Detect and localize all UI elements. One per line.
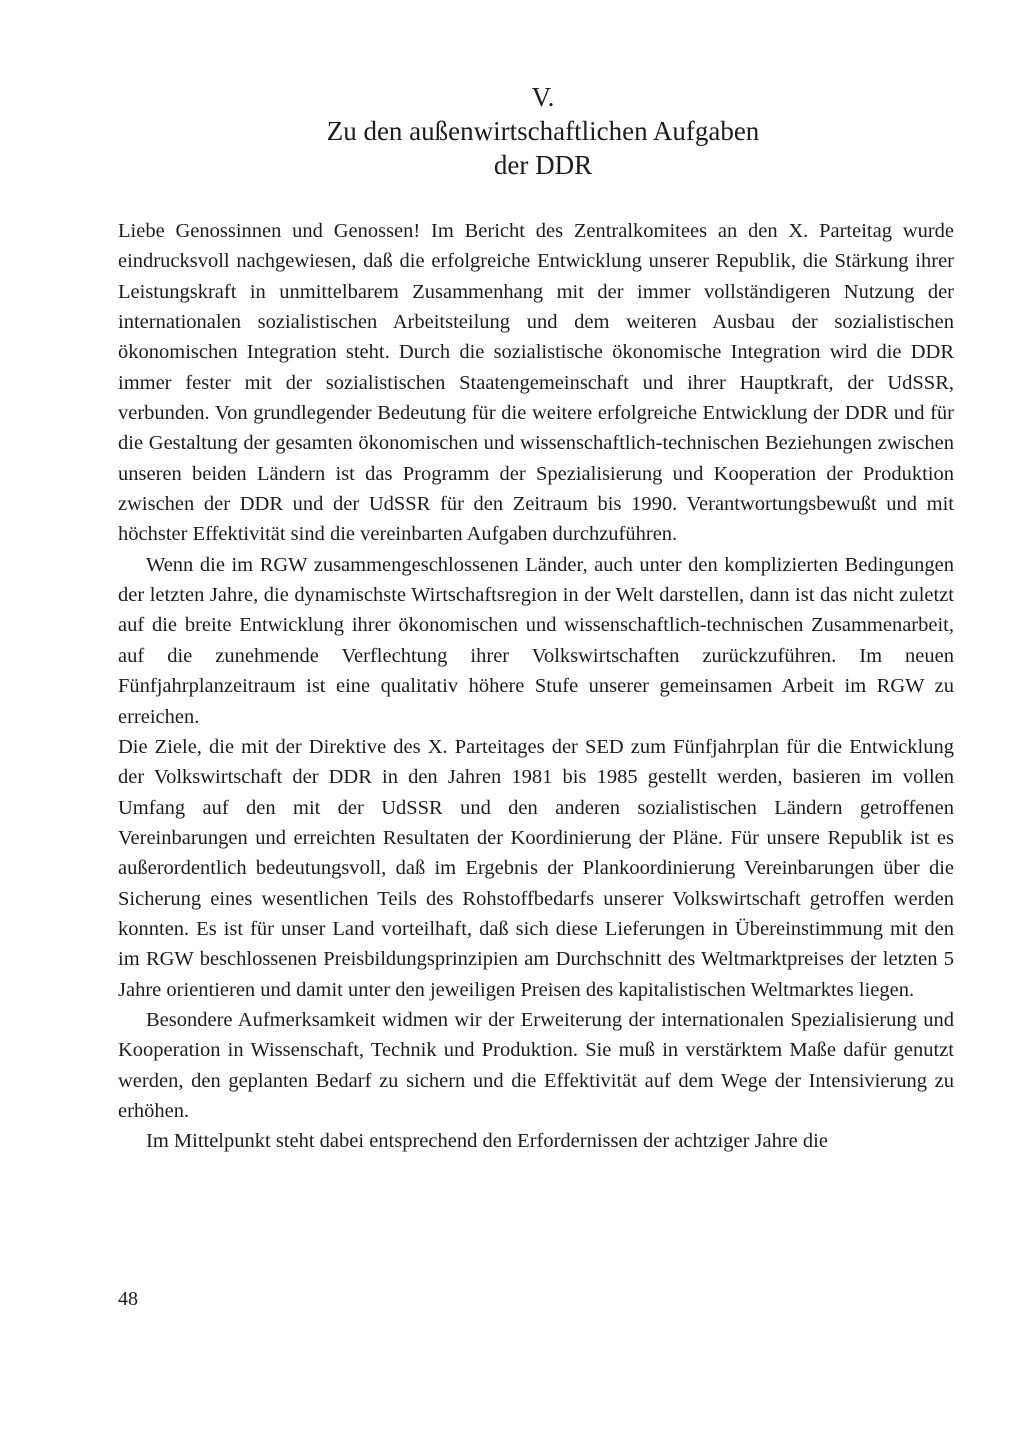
page-number: 48 [118, 1288, 138, 1310]
chapter-title-line-1: Zu den außenwirtschaftlichen Aufgaben [326, 116, 760, 146]
paragraph-5: Im Mittelpunkt steht dabei entsprechend den Erfordernissen der achtziger Jahre die [146, 1130, 828, 1153]
paragraph-1: Liebe Genossinnen und Genossen! Im Bericht des Zentralkomitees an den X. Parteitag wurde eindrucksvoll nachgewiesen, daß die erfolgreiche Entwicklung unserer Republik, die Stärkung ihrer Leistungskraft in unmittelbarem Zusammenhang mit der immer vollständigeren Nutzung der internationalen sozialistischen Arbeitsteilung und dem weiteren Ausbau der sozialistischen ökonomischen Integration steht. Durch die sozialistische ökonomische Integration wird die DDR immer fester mit der sozialistischen Staatengemeinschaft und ihrer Hauptkraft, der UdSSR, verbunden. Von grundlegender Bedeutung für die weitere erfolgreiche Entwicklung der DDR und für die Gestaltung der gesamten ökonomischen und wissenschaftlich-technischen Beziehungen zwischen unseren beiden Ländern ist das Programm der Spezialisierung und Kooperation der Produktion zwischen der DDR und der UdSSR für den Zeitraum bis 1990. Verantwortungsbewußt und mit höchster Effektivität sind die vereinbarten Aufgaben durchzuführen. [118, 220, 954, 546]
paragraph-3: Die Ziele, die mit der Direktive des X. Parteitages der SED zum Fünfjahrplan für die Entwicklung der Volkswirtschaft der DDR in den Jahren 1981 bis 1985 gestellt werden, basieren im vollen Umfang auf den mit der UdSSR und den anderen sozialistischen Ländern getroffenen Vereinbarungen und erreichten Resultaten der Koordinierung der Pläne. Für unsere Republik ist es außerordentlich bedeutungsvoll, daß im Ergebnis der Plankoordinierung Vereinbarungen über die Sicherung eines wesentlichen Teils des Rohstoffbedarfs unserer Volkswirtschaft getroffen werden konnten. Es ist für unser Land vorteilhaft, daß sich diese Lieferungen in Übereinstimmung mit den im RGW beschlossenen Preisbildungsprinzipien am Durchschnitt des Weltmarktpreises der letzten 5 Jahre orientieren und damit unter den jeweiligen Preisen des kapitalistischen Weltmarktes liegen. [118, 735, 954, 1001]
chapter-title-line-2: der DDR [493, 150, 593, 180]
paragraph-2: Wenn die im RGW zusammengeschlossenen Länder, auch unter den komplizierten Bedingungen der letzten Jahre, die dynamischste Wirtschaftsregion in der Welt darstellen, dann ist das nicht zuletzt auf die breite Entwicklung ihrer ökonomischen und wissenschaftlich-technischen Zusammenarbeit, auf die zunehmende Verflechtung ihrer Volkswirtschaften zurückzuführen. Im neuen Fünfjahrplanzeitraum ist eine qualitativ höhere Stufe unserer gemeinsamen Arbeit im RGW zu erreichen. [118, 553, 954, 728]
paragraph-4: Besondere Aufmerksamkeit widmen wir der Erweiterung der internationalen Spezialisierung und Kooperation in Wissenschaft, Technik und Produktion. Sie muß in verstärktem Maße dafür genutzt werden, den geplanten Bedarf zu sichern und die Effektivität auf dem Wege der Intensivierung zu erhöhen. [118, 1008, 954, 1122]
chapter-number: V. [531, 82, 555, 112]
document-page [118, 80, 954, 1157]
body-text [118, 216, 954, 1157]
